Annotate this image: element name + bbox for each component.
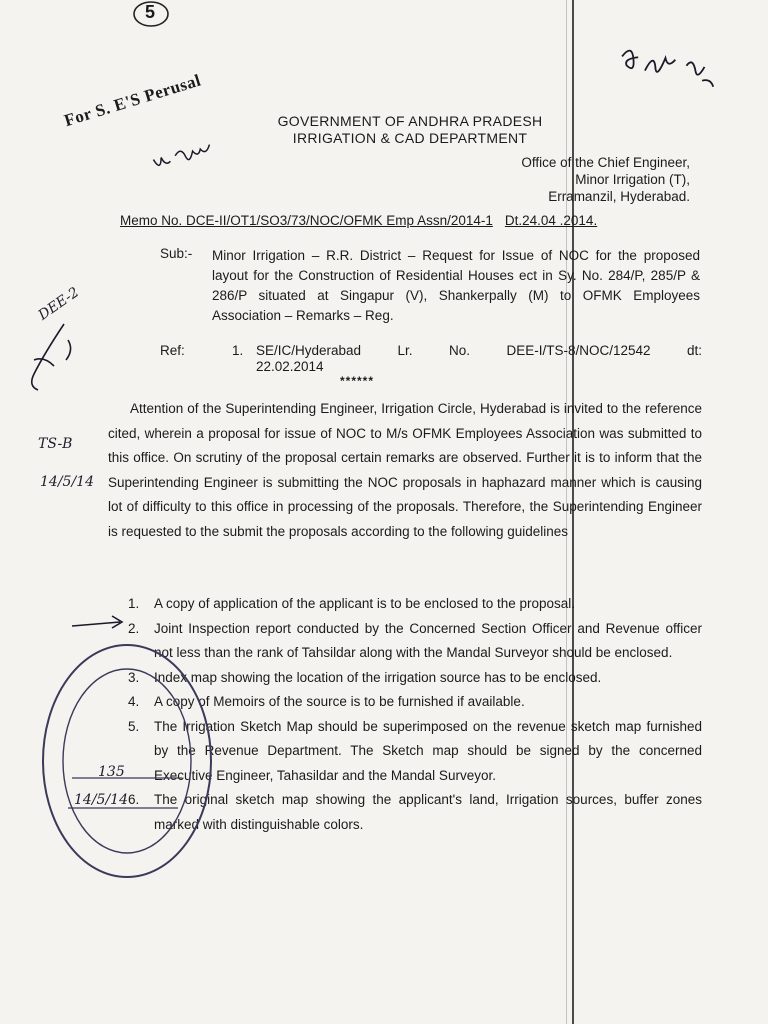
office-line-2: Minor Irrigation (T), (575, 172, 690, 187)
circled-number-text: 5 (145, 2, 156, 22)
list-item-text: A copy of Memoirs of the source is to be furnished if available. (154, 694, 525, 709)
memo-number: Memo No. DCE-II/OT1/SO3/73/NOC/OFMK Emp Assn/2014-1 (120, 213, 493, 228)
corner-signature (611, 36, 729, 109)
margin-note-dee-text: DEE-2 (35, 284, 83, 324)
margin-scribble-icon (14, 320, 84, 400)
margin-note-dee (36, 284, 82, 323)
office-line-3: Erramanzil, Hyderabad. (548, 189, 690, 204)
initials-scribble-icon (147, 130, 232, 180)
perusal-signature (147, 130, 233, 184)
body-paragraph: Attention of the Superintending Engineer, Irrigation Circle, Hyderabad is invited to the reference cited, wherein a proposal for issue of NOC to M/s OFMK Employees Association was submitted to this office. On scrutiny of the proposal certain remarks are observed. Further it is to inform that the Superintending Engineer is submitting the NOC proposals in haphazard manner which is causing lot of difficulty to this office in processing of the proposals. Therefore, the Superintending Engineer is requested to the submit the proposals according to the following guidelines (108, 401, 702, 539)
list-item-number: 4. (128, 694, 140, 709)
seal-icon (38, 640, 216, 882)
reference-date: 22.02.2014 (256, 359, 324, 374)
perusal-annotation: For S. E'S Perusal (62, 70, 204, 131)
circled-page-number (131, 0, 171, 35)
list-item (108, 592, 702, 617)
signature-scribble-icon (612, 36, 729, 104)
list-item-number: 2. (128, 620, 140, 636)
office-line-1: Office of the Chief Engineer, (521, 155, 690, 170)
list-item-number: 1. (128, 596, 140, 611)
list-item-number: 5. (128, 718, 140, 734)
list-item-text: Index map showing the location of the irrigation source has to be enclosed. (154, 669, 602, 685)
reference-text: SE/IC/Hyderabad Lr. No. DEE-I/TS-8/NOC/12542 dt: (256, 343, 702, 358)
office-block (521, 154, 690, 205)
arrow-icon (70, 612, 130, 636)
memo-date: Dt.24.04 .2014. (504, 213, 598, 228)
header-line-2: IRRIGATION & CAD DEPARTMENT (292, 130, 528, 146)
list-item-text: Joint Inspection report conducted by the Concerned Section Officer and Revenue officer not less than the rank of Tahsildar along with the Mandal Surveyor should be enclosed. (154, 620, 702, 660)
subject-label: Sub:- (160, 246, 193, 261)
list-item-number: 6. (128, 792, 140, 807)
subject-text: Minor Irrigation – R.R. District – Request for Issue of NOC for the proposed layout for the Construction of Residential Houses ect in Sy. No. 284/P, 285/P & 286/P situated at Singapur (V), Shankerpally (M) to OFMK Employees Association – Remarks – Reg. (212, 248, 700, 323)
separator-stars: ****** (340, 374, 375, 388)
reference-number: 1. (232, 343, 244, 358)
seal-date: 14/5/14 (74, 792, 128, 808)
office-seal-stamp (38, 640, 216, 882)
reference-label: Ref: (160, 343, 185, 358)
margin-note-tsb: TS-B (38, 436, 73, 452)
memo-line (120, 213, 597, 228)
header-line-1: GOVERNMENT OF ANDHRA PRADESH (277, 113, 543, 129)
list-item-text: A copy of application of the applicant is to be enclosed to the proposal. (154, 596, 576, 611)
seal-inward-number: 135 (98, 764, 125, 780)
list-item-number: 3. (128, 669, 140, 685)
list-item-text: The Irrigation Sketch Map should be superimposed on the revenue sketch map furnished by the Revenue Department. The Sketch map should be signed by the concerned Executive Engineer, Tahasildar and the Mandal Surveyor. (154, 718, 702, 783)
list-item-text: The original sketch map showing the applicant's land, Irrigation sources, buffer zones marked with distinguishable colors. (154, 792, 702, 832)
margin-note-date: 14/5/14 (40, 474, 94, 490)
